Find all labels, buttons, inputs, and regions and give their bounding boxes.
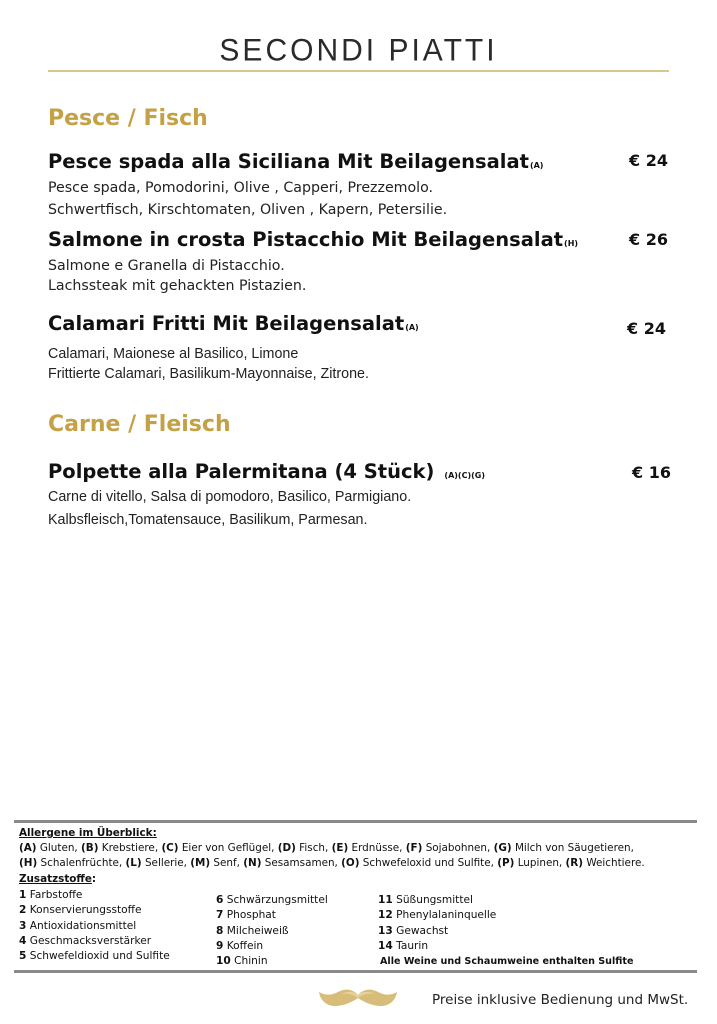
dish-allergens: (H) — [564, 239, 579, 248]
allergen-list-line2: (H) Schalenfrüchte, (L) Sellerie, (M) Senf, (N) Sesamsamen, (O) Schwefeloxid und Sulfite, (P) Lupinen, (R) Weichtiere. — [19, 857, 645, 869]
dish-name: Calamari Fritti Mit Beilagensalat(A) — [48, 312, 419, 335]
additive-item: 3 Antioxidationsmittel — [19, 919, 137, 932]
dish-description-de: Lachssteak mit gehackten Pistazien. — [48, 278, 307, 294]
title-divider — [48, 70, 669, 72]
mustache-icon — [316, 986, 400, 1014]
additive-item: 4 Geschmacksverstärker — [19, 934, 152, 947]
footer-bottom-rule — [14, 970, 697, 973]
additive-item: 11 Süßungsmittel — [378, 894, 473, 906]
additive-item: 7 Phosphat — [216, 909, 276, 922]
additive-item: 8 Milcheiweiß — [216, 924, 289, 937]
dish-price: € 24 — [629, 151, 668, 170]
dish-name: Pesce spada alla Siciliana Mit Beilagensalat(A) — [48, 150, 544, 173]
section-heading-meat: Carne / Fleisch — [48, 412, 231, 437]
additive-item: 14 Taurin — [378, 939, 429, 952]
dish-price: € 26 — [629, 230, 668, 249]
additive-item: 9 Koffein — [216, 939, 264, 952]
allergen-list-line1: (A) Gluten, (B) Krebstiere, (C) Eier von Geflügel, (D) Fisch, (E) Erdnüsse, (F) Sojabohnen, (G) Milch von Säugetieren, — [19, 842, 634, 854]
additive-item: 13 Gewachst — [378, 924, 449, 937]
additive-item: 6 Schwärzungsmittel — [216, 894, 328, 906]
dish-name: Salmone in crosta Pistacchio Mit Beilagensalat(H) — [48, 228, 579, 251]
dish-name: Polpette alla Palermitana (4 Stück) (A)(C)(G) — [48, 460, 485, 483]
dish-description-de: Schwertfisch, Kirschtomaten, Oliven , Kapern, Petersilie. — [48, 202, 448, 218]
dish-allergens: (A) — [529, 161, 544, 170]
dish-description-de: Frittierte Calamari, Basilikum-Mayonnaise, Zitrone. — [48, 366, 369, 382]
additive-item: 5 Schwefeldioxid und Sulfite — [19, 950, 170, 963]
allergen-heading: Allergene im Überblick: — [19, 827, 157, 839]
dish-allergens: (A) — [405, 323, 419, 332]
price-note: Preise inklusive Bedienung und MwSt. — [432, 992, 689, 1008]
additives-column-3 — [378, 893, 634, 969]
dish-description-it: Salmone e Granella di Pistacchio. — [48, 258, 285, 274]
footer-top-rule — [14, 820, 697, 823]
dish-description-de: Kalbsfleisch,Tomatensauce, Basilikum, Parmesan. — [48, 512, 368, 528]
additives-column-1 — [19, 888, 170, 964]
section-heading-fish: Pesce / Fisch — [48, 106, 208, 131]
dish-description-it: Carne di vitello, Salsa di pomodoro, Basilico, Parmigiano. — [48, 489, 412, 505]
dish-description-it: Pesce spada, Pomodorini, Olive , Capperi, Prezzemolo. — [48, 180, 434, 196]
dish-allergens: (A)(C)(G) — [444, 471, 485, 480]
additive-item: 10 Chinin — [216, 955, 268, 968]
dish-description-it: Calamari, Maionese al Basilico, Limone — [48, 346, 299, 362]
additives-column-2 — [216, 893, 328, 969]
dish-price: € 16 — [632, 463, 671, 482]
sulfite-wine-note: Alle Weine und Schaumweine enthalten Sulfite — [380, 956, 634, 968]
page-title: SECONDI PIATTI — [219, 33, 498, 68]
additive-item: 12 Phenylalaninquelle — [378, 909, 497, 922]
additive-item: 1 Farbstoffe — [19, 889, 83, 901]
additives-heading: Zusatzstoffe: — [19, 873, 97, 885]
dish-price: € 24 — [627, 319, 666, 338]
additive-item: 2 Konservierungsstoffe — [19, 904, 142, 917]
